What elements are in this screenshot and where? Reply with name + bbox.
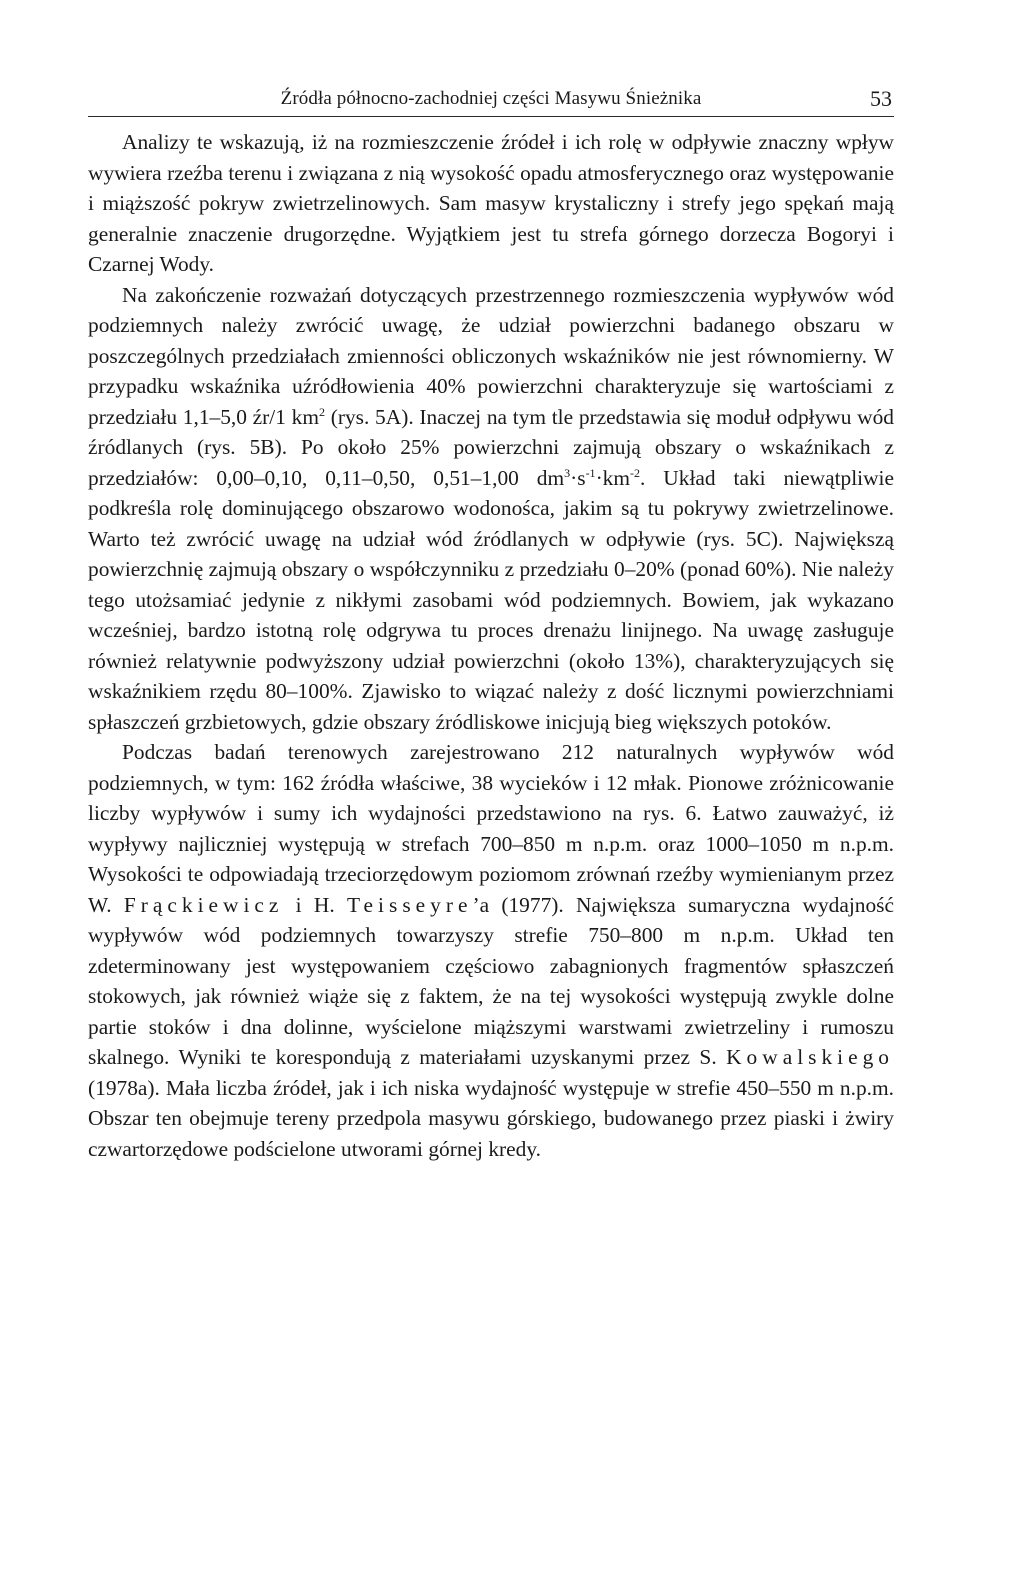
- paragraph-2-text-part: (rys. 5A). Inaczej na tym tle przedstawia się moduł odpływu wód źródlanych (rys. 5B). Po około 25% powierzchni zajmują obszary o wskaźnikach z przedziałów: 0,00–0,10, 0,11–0,50, 0,51–1,00 dm: [88, 404, 894, 490]
- paragraph-3-text-part: i H.: [283, 892, 347, 917]
- paragraph-2-text-part: Na zakończenie rozważań dotyczących przestrzennego rozmieszczenia wypływów wód podziemnych należy zwrócić uwagę, że udział powierzchni badanego obszaru w poszczególnych przedziałach zmienności obliczonych wskaźników nie jest równomierny. W przypadku wskaźnika uźródłowienia 40% powierzchni charakteryzuje się wartościami z przedziału 1,1–5,0 źr/1 km: [88, 282, 894, 429]
- author-name: Kowalskiego: [726, 1045, 894, 1069]
- paragraph-2-text-part: ·km: [595, 465, 631, 490]
- paragraph-2-text-part: . Układ taki niewątpliwie podkreśla rolę dominującego obszarowo wodonośca, jakim są tu pokrywy zwietrzelinowe. Warto też zwrócić uwagę na udział wód źródlanych w odpływie (rys. 5C). Największą powierzchnię zajmują obszary o współczynniku z przedziału 0–20% (ponad 60%). Nie należy tego utożsamiać jedynie z nikłymi zasobami wód podziemnych. Bowiem, jak wykazano wcześniej, bardzo istotną rolę odgrywa tu proces drenażu linijnego. Na uwagę zasługuje również relatywnie podwyższony udział powierzchni (około 13%), charakteryzujących się wskaźnikiem rzędu 80–100%. Zjawisko to wiązać należy z dość licznymi powierzchniami spłaszczeń grzbietowych, gdzie obszary źródliskowe inicjują bieg większych potoków.: [88, 465, 894, 734]
- paragraph-3-text-part: Podczas badań terenowych zarejestrowano 212 naturalnych wypływów wód podziemnych, w tym: 162 źródła właściwe, 38 wycieków i 12 młak. Pionowe zróżnicowanie liczby wypływów i sumy ich wydajności przedstawiono na rys. 6. Łatwo zauważyć, iż wypływy najliczniej występują w strefach 700–850 m n.p.m. oraz 1000–1050 m n.p.m. Wysokości te odpowiadają trzeciorzędowym poziomom zrównań rzeźby wymienianym przez W.: [88, 740, 894, 917]
- paragraph-3-text-part: (1978a). Mała liczba źródeł, jak i ich niska wydajność występuje w strefie 450–550 m n.p.m. Obszar ten obejmuje tereny przedpola masywu górskiego, budowanego przez piaski i żwiry czwartorzędowe podścielone utworami górnej kredy.: [88, 1075, 894, 1161]
- paragraph-2: [88, 280, 894, 738]
- superscript: -1: [585, 465, 596, 480]
- page-number: 53: [870, 86, 892, 111]
- superscript: 2: [319, 404, 325, 419]
- superscript: 3: [564, 465, 571, 480]
- document-page: [88, 78, 894, 1164]
- paragraph-1: [88, 127, 894, 280]
- author-name: Teisseyre: [346, 892, 473, 917]
- running-title: Źródła północno-zachodniej części Masywu Śnieżnika: [280, 88, 702, 109]
- paragraph-3-text-part: ’a (1977). Największa sumaryczna wydajność wypływów wód podziemnych towarzyszy strefie 750–800 m n.p.m. Układ ten zdeterminowany jest występowaniem częściowo zabagnionych fragmentów spłaszczeń stokowych, jak również wiąże się z faktem, że na tej wysokości występują zwykle dolne partie stoków i dna dolinne, wyścielone miąższymi warstwami zwietrzeliny i rumoszu skalnego. Wyniki te korespondują z materiałami uzyskanymi przez S.: [88, 892, 894, 1069]
- author-name: Frąckiewicz: [123, 892, 284, 917]
- body-text: [88, 127, 894, 1164]
- superscript: -2: [630, 465, 641, 480]
- page-header: [88, 78, 894, 117]
- paragraph-3: [88, 737, 894, 1164]
- paragraph-1-text: Analizy te wskazują, iż na rozmieszczenie źródeł i ich rolę w odpływie znaczny wpływ wywiera rzeźba terenu i związana z nią wysokość opadu atmosferycznego oraz występowanie i miąższość pokryw zwietrzelinowych. Sam masyw krystaliczny i strefy jego spękań mają generalnie znaczenie drugorzędne. Wyjątkiem jest tu strefa górnego dorzecza Bogoryi i Czarnej Wody.: [88, 130, 894, 276]
- paragraph-2-text-part: ·s: [570, 465, 586, 490]
